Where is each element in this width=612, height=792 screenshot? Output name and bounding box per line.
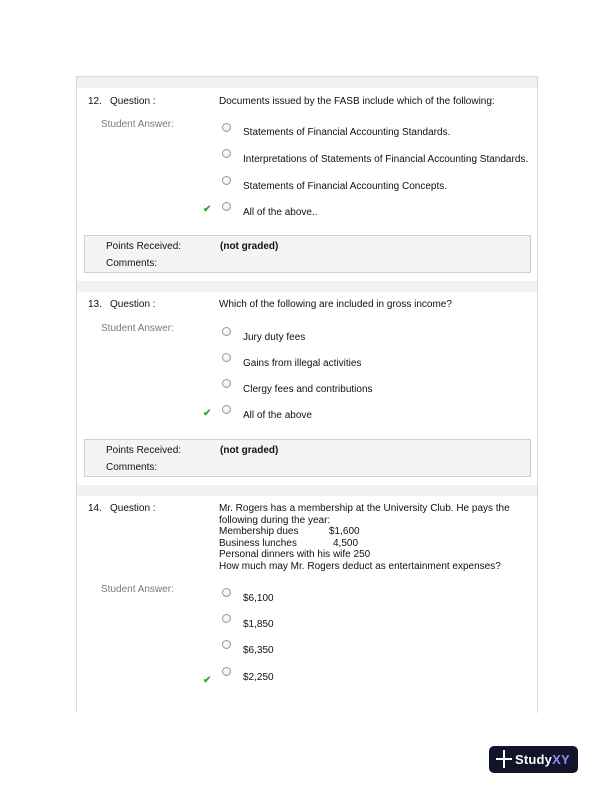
plus-icon: [496, 750, 512, 768]
answer-radio[interactable]: [222, 123, 231, 132]
answer-radio[interactable]: [222, 588, 231, 597]
section-divider: [77, 77, 537, 88]
section-divider: [77, 485, 537, 496]
question-number: 13.: [88, 299, 102, 310]
points-box: [84, 235, 531, 273]
question-number: 14.: [88, 503, 102, 514]
answer-radio[interactable]: [222, 667, 231, 676]
business-lunches-value: 4,500: [333, 537, 359, 549]
logo-suffix: XY: [552, 752, 570, 767]
logo-text: [515, 752, 570, 767]
answer-radio[interactable]: [222, 353, 231, 362]
question-number: 12.: [88, 96, 102, 107]
question-text-line: [219, 526, 529, 538]
answer-option: Gains from illegal activities: [243, 358, 362, 369]
answer-option: $6,350: [243, 645, 274, 656]
question-label: Question :: [110, 96, 156, 107]
quiz-results-sheet: [76, 76, 538, 713]
logo-prefix: Study: [515, 752, 553, 767]
question-text-line: Mr. Rogers has a membership at the University Club. He pays the: [219, 503, 510, 514]
correct-check-icon: ✔: [203, 675, 212, 686]
points-value: (not graded): [220, 241, 279, 252]
answer-radio[interactable]: [222, 379, 231, 388]
answer-option: $1,850: [243, 619, 274, 630]
question-label: Question :: [110, 503, 156, 514]
answer-radio[interactable]: [222, 149, 231, 158]
correct-check-icon: ✔: [203, 408, 212, 419]
answer-option: $6,100: [243, 593, 274, 604]
comments-label: Comments:: [106, 258, 158, 269]
answer-radio[interactable]: [222, 202, 231, 211]
answer-option: All of the above: [243, 410, 312, 421]
answer-option: All of the above..: [243, 207, 318, 218]
student-answer-label: Student Answer:: [101, 323, 174, 334]
business-lunches-label: Business lunches: [219, 537, 297, 549]
comments-label: Comments:: [106, 462, 158, 473]
studyxy-logo[interactable]: [489, 746, 578, 773]
answer-option: Statements of Financial Accounting Standards.: [243, 127, 451, 138]
membership-dues-label: Membership dues: [219, 526, 299, 537]
membership-dues-value: $1,600: [329, 526, 360, 537]
answer-radio[interactable]: [222, 176, 231, 185]
section-divider: [77, 281, 537, 292]
student-answer-label: Student Answer:: [101, 119, 174, 130]
question-text: Documents issued by the FASB include which of the following:: [219, 96, 495, 107]
answer-radio[interactable]: [222, 327, 231, 336]
question-text: Which of the following are included in gross income?: [219, 299, 452, 310]
question-text-line: Personal dinners with his wife 250: [219, 549, 371, 560]
answer-radio[interactable]: [222, 640, 231, 649]
correct-check-icon: ✔: [203, 204, 212, 215]
answer-option: Jury duty fees: [243, 332, 306, 343]
answer-option: Statements of Financial Accounting Concepts.: [243, 181, 448, 192]
answer-option: $2,250: [243, 672, 274, 683]
answer-option: Clergy fees and contributions: [243, 384, 373, 395]
answer-radio[interactable]: [222, 405, 231, 414]
points-box: [84, 439, 531, 477]
points-value: (not graded): [220, 445, 279, 456]
question-text-line: following during the year:: [219, 514, 331, 526]
question-text-line: [219, 538, 529, 550]
question-label: Question :: [110, 299, 156, 310]
answer-radio[interactable]: [222, 614, 231, 623]
points-received-label: Points Received:: [106, 445, 182, 456]
question-text: [219, 503, 529, 572]
answer-option: Interpretations of Statements of Financial Accounting Standards.: [243, 154, 529, 165]
student-answer-label: Student Answer:: [101, 584, 174, 595]
question-text-line: How much may Mr. Rogers deduct as entertainment expenses?: [219, 560, 501, 572]
points-received-label: Points Received:: [106, 241, 182, 252]
